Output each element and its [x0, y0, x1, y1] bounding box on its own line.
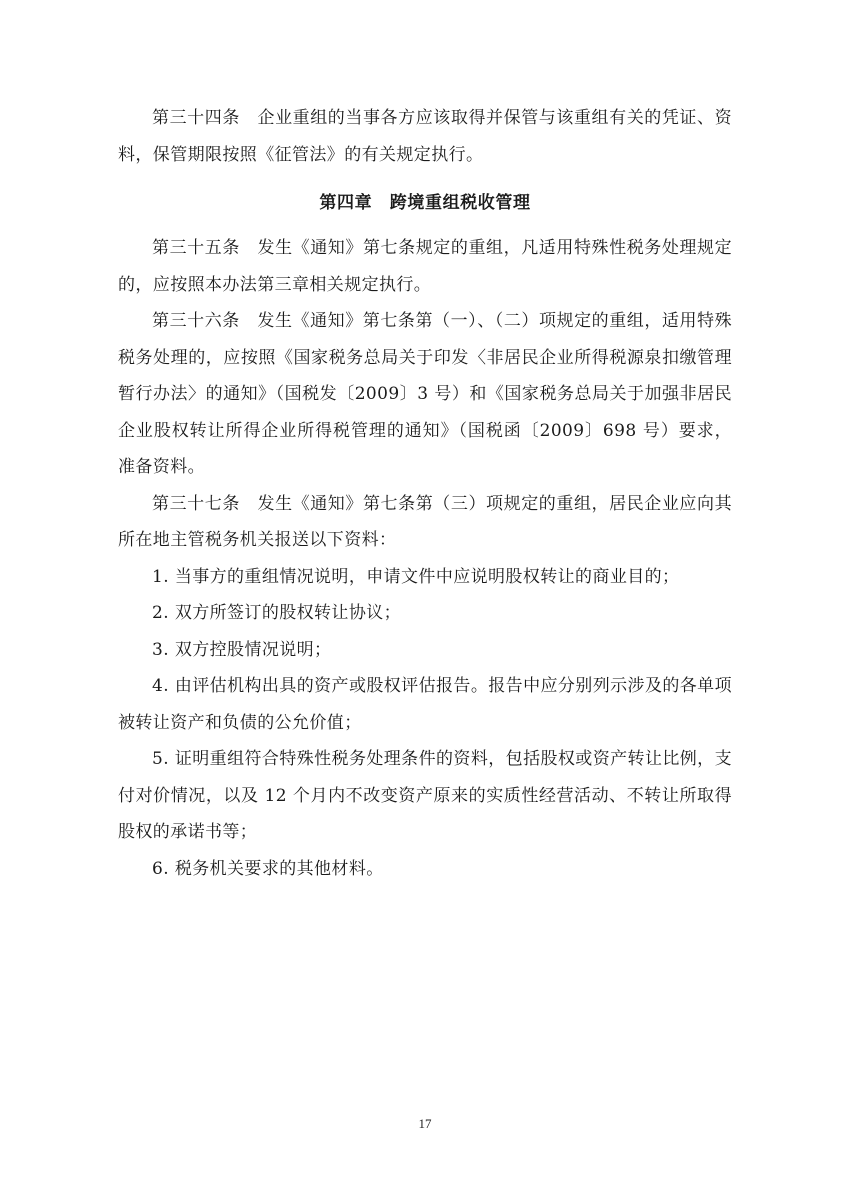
- list-item-3: 3. 双方控股情况说明；: [152, 639, 332, 660]
- list-item-4: 4. 由评估机构出具的资产或股权评估报告。报告中应分别列示涉及的各单项被转让资产和负债的公允价值；: [118, 676, 732, 733]
- article-35: 第三十五条 发生《通知》第七条规定的重组，凡适用特殊性税务处理规定的，应按照本办法第三章相关规定执行。: [118, 238, 732, 295]
- chapter-heading: 第四章 跨境重组税收管理: [319, 193, 531, 213]
- list-item-2: 2. 双方所签订的股权转让协议；: [152, 603, 402, 623]
- list-item-1: 1. 当事方的重组情况说明，申请文件中应说明股权转让的商业目的；: [152, 566, 680, 587]
- article-36: 第三十六条 发生《通知》第七条第（一）、（二）项规定的重组，适用特殊税务处理的，应按照《国家税务总局关于印发〈非居民企业所得税源泉扣缴管理暂行办法〉的通知》（国税发〔2009〕3 号）和《国家税务总局关于加强非居民企业股权转让所得企业所得税管理的通知》（国税函〔2009〕698 号）要求，准备资料。: [118, 311, 732, 477]
- article-37: 第三十七条 发生《通知》第七条第（三）项规定的重组，居民企业应向其所在地主管税务机关报送以下资料：: [118, 493, 732, 550]
- list-item-6: 6. 税务机关要求的其他材料。: [152, 858, 384, 879]
- page-number: 17: [418, 1116, 432, 1131]
- article-34: 第三十四条 企业重组的当事各方应该取得并保管与该重组有关的凭证、资料，保管期限按照《征管法》的有关规定执行。: [118, 108, 732, 165]
- list-item-5: 5. 证明重组符合特殊性税务处理条件的资料，包括股权或资产转让比例，支付对价情况，以及 12 个月内不改变资产原来的实质性经营活动、不转让所取得股权的承诺书等；: [118, 749, 732, 842]
- document-body: [118, 100, 732, 887]
